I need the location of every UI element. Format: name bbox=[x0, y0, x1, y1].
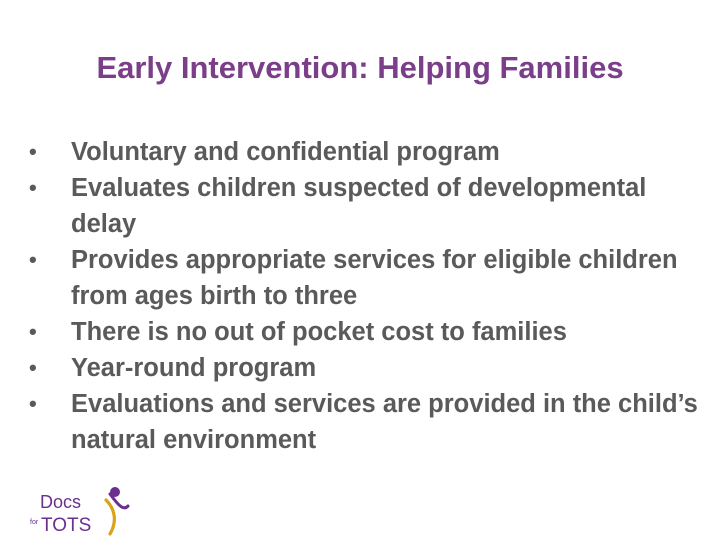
bullet-dot: • bbox=[29, 355, 37, 380]
bullet-text: Year-round program bbox=[71, 354, 317, 382]
logo-docs-text: Docs bbox=[40, 492, 82, 512]
bullet-list bbox=[29, 134, 709, 458]
bullet-text: Provides appropriate services for eligible children from ages birth to three bbox=[71, 246, 678, 310]
bullet-dot: • bbox=[29, 247, 37, 272]
slide-title: Early Intervention: Helping Families bbox=[96, 50, 624, 85]
bullet-item bbox=[29, 350, 709, 386]
bullet-dot: • bbox=[29, 391, 37, 416]
logo-tots-text: TOTS bbox=[41, 515, 92, 536]
logo-head bbox=[110, 487, 120, 497]
bullet-item bbox=[29, 242, 709, 314]
bullet-dot: • bbox=[29, 139, 37, 164]
bullet-dot: • bbox=[29, 175, 37, 200]
bullet-text: Voluntary and confidential program bbox=[71, 138, 500, 166]
bullet-item bbox=[29, 134, 709, 170]
bullet-item bbox=[29, 170, 709, 242]
logo-for-text: for bbox=[30, 519, 39, 526]
logo-swoosh bbox=[106, 500, 114, 534]
bullet-item bbox=[29, 314, 709, 350]
bullet-text: Evaluations and services are provided in the child’s natural environment bbox=[71, 390, 698, 454]
bullet-dot: • bbox=[29, 319, 37, 344]
docs-for-tots-logo bbox=[28, 486, 138, 536]
bullet-text: There is no out of pocket cost to families bbox=[71, 318, 567, 346]
bullet-item bbox=[29, 386, 709, 458]
bullet-text: Evaluates children suspected of developmental delay bbox=[71, 174, 647, 238]
